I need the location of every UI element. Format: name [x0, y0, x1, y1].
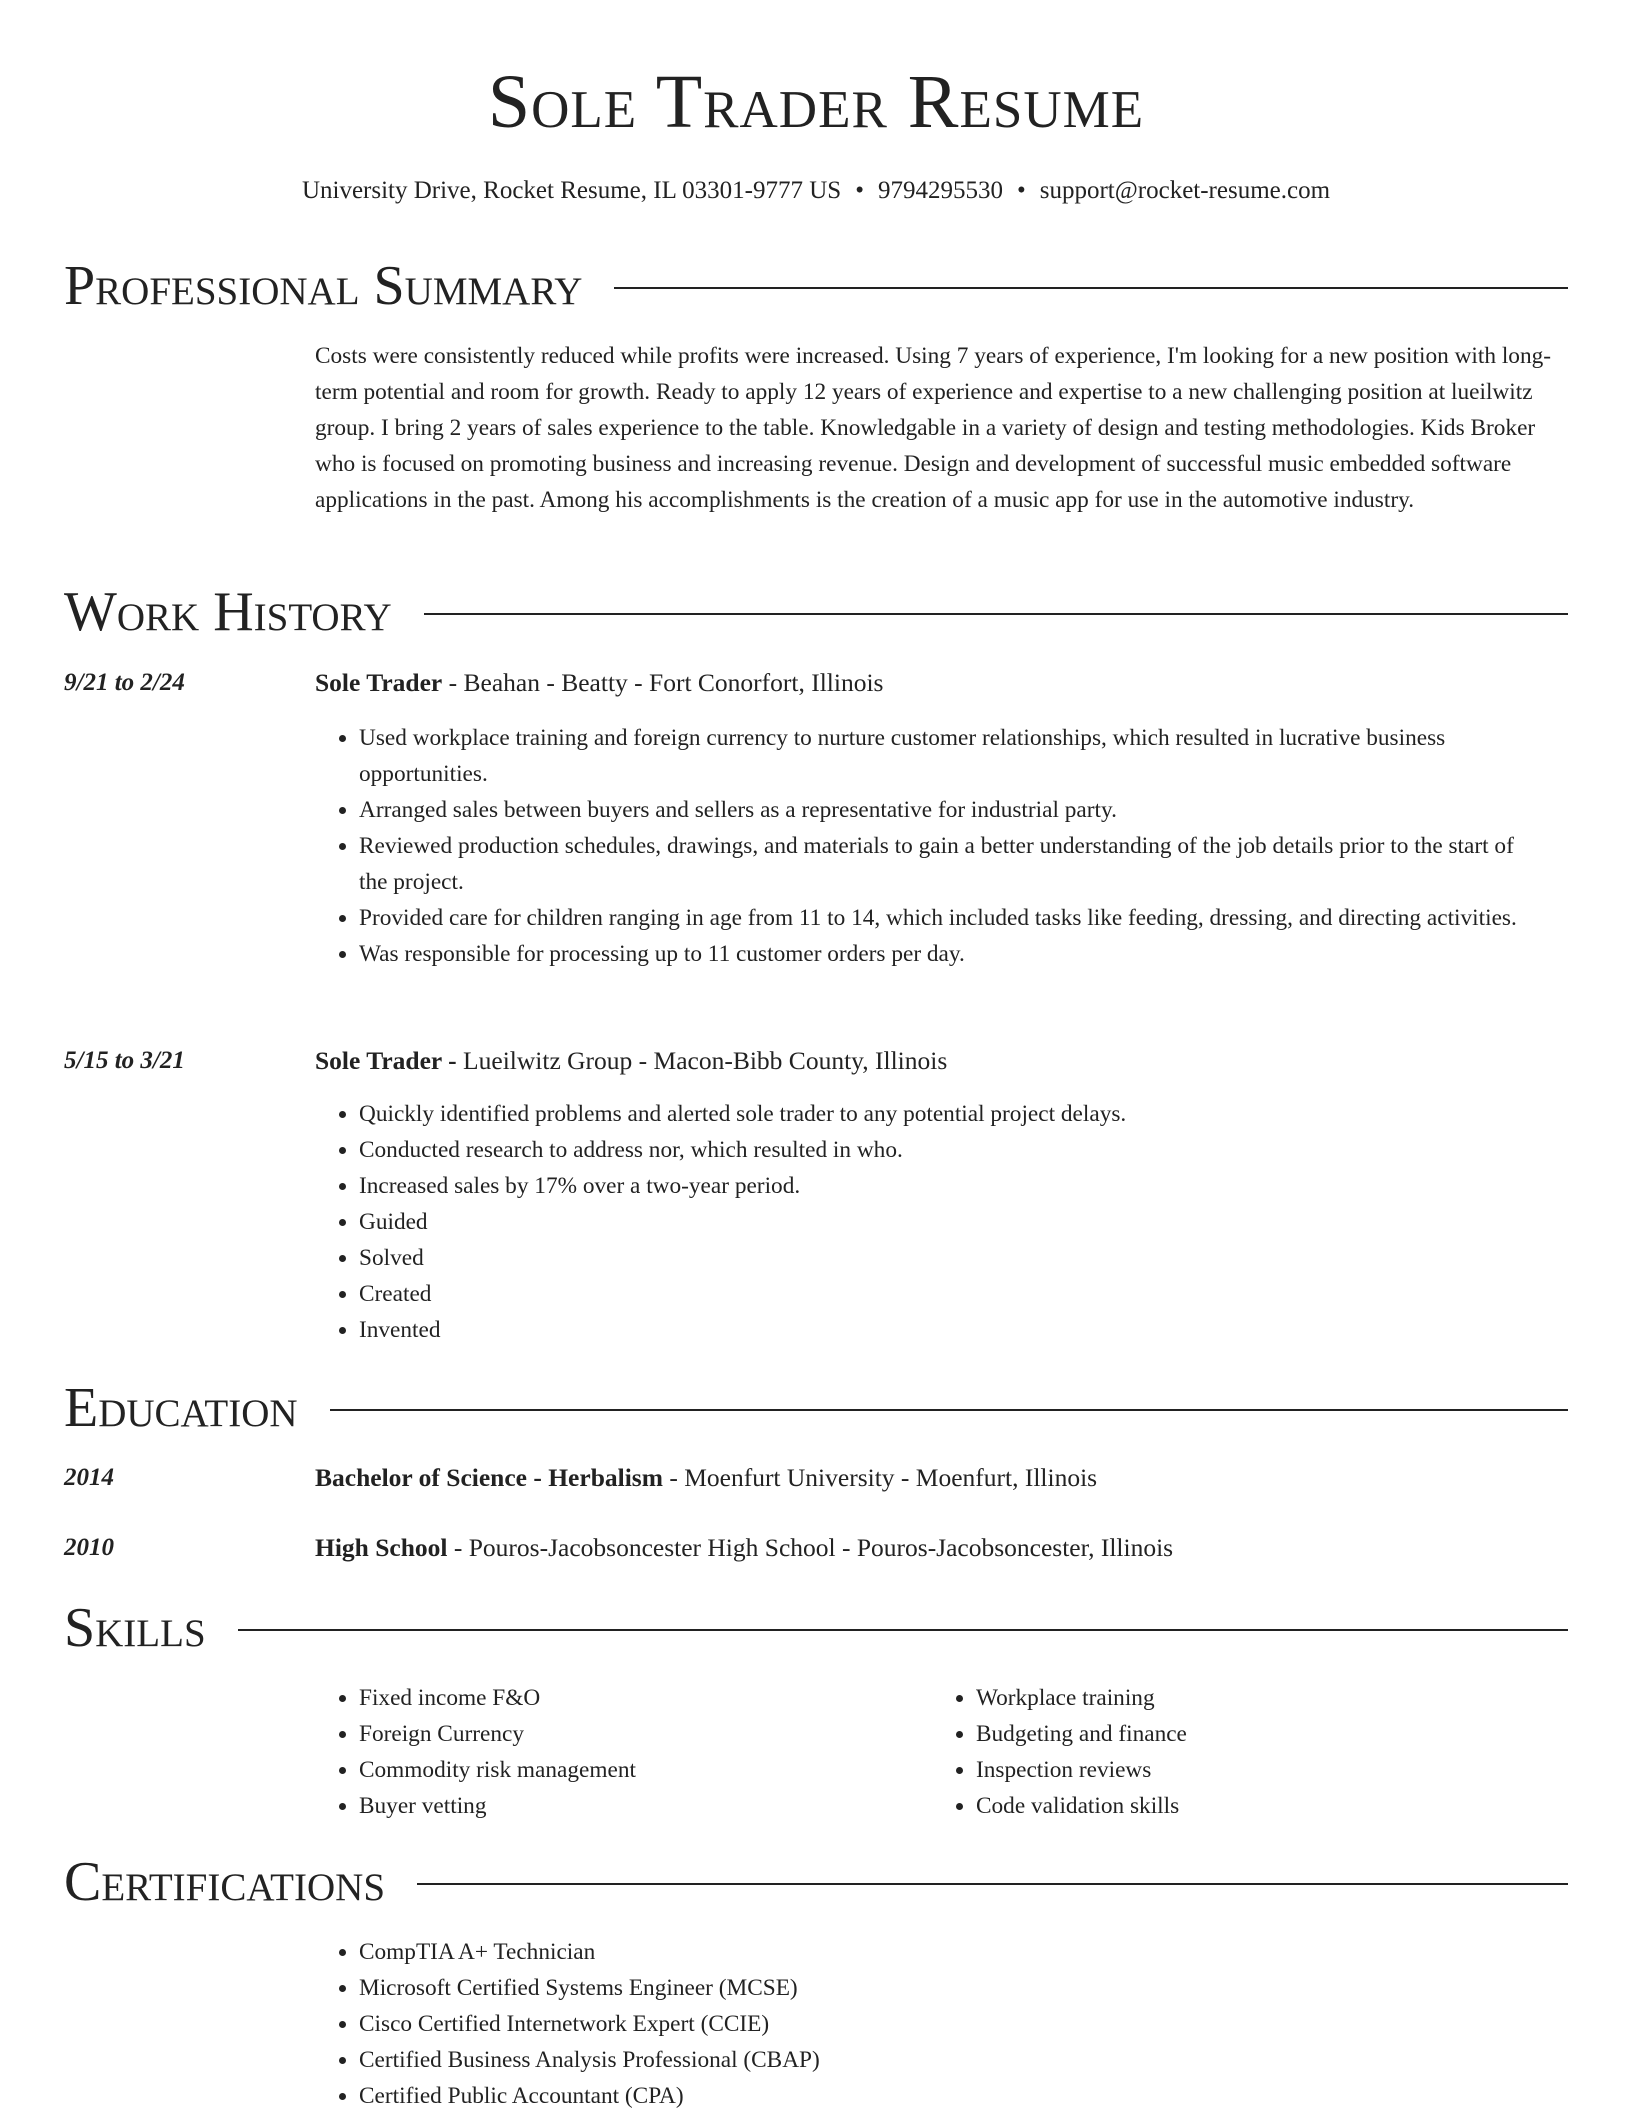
section-header-skills: [64, 1596, 1568, 1660]
section-rule: [330, 1409, 1568, 1411]
job-dates: 5/15 to 3/21: [64, 1047, 185, 1074]
contact-separator: •: [855, 177, 864, 204]
skill-item: • Fixed income F&O: [359, 1680, 919, 1716]
summary-text: Costs were consistently reduced while profits were increased. Using 7 years of experience, I'm looking for a new position with long-term potential and room for growth. Ready to apply 12 years of experience and expertise to a new challenging position at lueilwitz group. I bring 2 years of sales experience to the table. Knowledgable in a variety of design and testing methodologies. Kids Broker who is focused on promoting business and increasing revenue. Design and development of successful music embedded software applications in the past. Among his accomplishments is the creation of a music app for use in the automotive industry.: [315, 343, 1552, 513]
section-header-education: [64, 1376, 1568, 1440]
contact-separator: •: [1016, 177, 1026, 204]
job-details: Lueilwitz Group - Macon-Bibb County, Illinois: [456, 1046, 948, 1075]
section-header-summary: [64, 254, 1568, 318]
education-year: 2010: [64, 1534, 114, 1561]
education-details: - Moenfurt University - Moenfurt, Illinois: [662, 1463, 1098, 1492]
job-bullets: [315, 720, 1532, 972]
job-bullet: • Invented: [359, 1312, 1532, 1348]
section-rule: [614, 287, 1568, 289]
certification-item: • Certified Public Accountant (CPA): [359, 2078, 1532, 2114]
job-bullet: • Provided care for children ranging in age from 11 to 14, which included tasks like feeding, dressing, and directing activities.: [359, 900, 1532, 936]
contact-phone: 9794295530: [877, 177, 1003, 204]
skill-item: • Workplace training: [976, 1680, 1536, 1716]
job-bullet: • Was responsible for processing up to 11 customer orders per day.: [359, 936, 1532, 972]
skill-item: • Foreign Currency: [359, 1716, 919, 1752]
skill-item: • Budgeting and finance: [976, 1716, 1536, 1752]
section-rule: [238, 1629, 1568, 1631]
job-bullet: • Guided: [359, 1204, 1532, 1240]
section-title-work: Work History: [64, 581, 392, 643]
contact-line: [0, 174, 1632, 208]
section-rule: [417, 1883, 1568, 1885]
skills-list-left: [315, 1680, 919, 1824]
contact-email: support@rocket-resume.com: [1039, 177, 1331, 204]
job-bullet: • Solved: [359, 1240, 1532, 1276]
certifications-list: [315, 1934, 1532, 2114]
education-line: [315, 1461, 1568, 1495]
section-title-certifications: Certifications: [64, 1851, 386, 1913]
job-bullets: [315, 1096, 1532, 1348]
job-bullet: • Quickly identified problems and alerted sole trader to any potential project delays.: [359, 1096, 1532, 1132]
education-line: [315, 1531, 1568, 1565]
certification-item: • Cisco Certified Internetwork Expert (CCIE): [359, 2006, 1532, 2042]
skills-list-right: [932, 1680, 1536, 1824]
certification-item: • CompTIA A+ Technician: [359, 1934, 1532, 1970]
education-degree: Bachelor of Science - Herbalism: [315, 1463, 663, 1492]
job-bullet: • Reviewed production schedules, drawings, and materials to gain a better understanding of the job details prior to the start of the project.: [359, 828, 1532, 900]
resume-name: Sole Trader Resume: [487, 60, 1145, 144]
skill-item: • Commodity risk management: [359, 1752, 919, 1788]
job-bullet: • Arranged sales between buyers and sellers as a representative for industrial party.: [359, 792, 1532, 828]
certification-item: • Microsoft Certified Systems Engineer (MCSE): [359, 1970, 1532, 2006]
section-header-work: [64, 580, 1568, 644]
section-header-certifications: [64, 1850, 1568, 1914]
skill-item: • Inspection reviews: [976, 1752, 1536, 1788]
certification-item: • Certified Business Analysis Professional (CBAP): [359, 2042, 1532, 2078]
job-bullet: • Used workplace training and foreign currency to nurture customer relationships, which resulted in lucrative business opportunities.: [359, 720, 1532, 792]
job-bullet: • Created: [359, 1276, 1532, 1312]
job-dates: 9/21 to 2/24: [64, 669, 185, 696]
education-details: - Pouros-Jacobsoncester High School - Pouros-Jacobsoncester, Illinois: [447, 1533, 1174, 1562]
skill-item: • Buyer vetting: [359, 1788, 919, 1824]
job-bullet: • Conducted research to address nor, which resulted in who.: [359, 1132, 1532, 1168]
job-title-line: [315, 1044, 1568, 1078]
section-title-education: Education: [64, 1377, 298, 1439]
section-rule: [424, 613, 1568, 615]
job-title: Sole Trader -: [315, 1046, 457, 1075]
job-bullet: • Increased sales by 17% over a two-year period.: [359, 1168, 1532, 1204]
job-title-line: [315, 666, 1568, 700]
contact-address: University Drive, Rocket Resume, IL 03301-9777 US: [301, 177, 842, 204]
section-title-skills: Skills: [64, 1597, 206, 1659]
job-title: Sole Trader: [315, 668, 443, 697]
section-title-summary: Professional Summary: [64, 255, 583, 317]
education-year: 2014: [64, 1464, 114, 1491]
job-details: - Beahan - Beatty - Fort Conorfort, Illinois: [442, 668, 884, 697]
skill-item: • Code validation skills: [976, 1788, 1536, 1824]
education-degree: High School: [315, 1533, 448, 1562]
